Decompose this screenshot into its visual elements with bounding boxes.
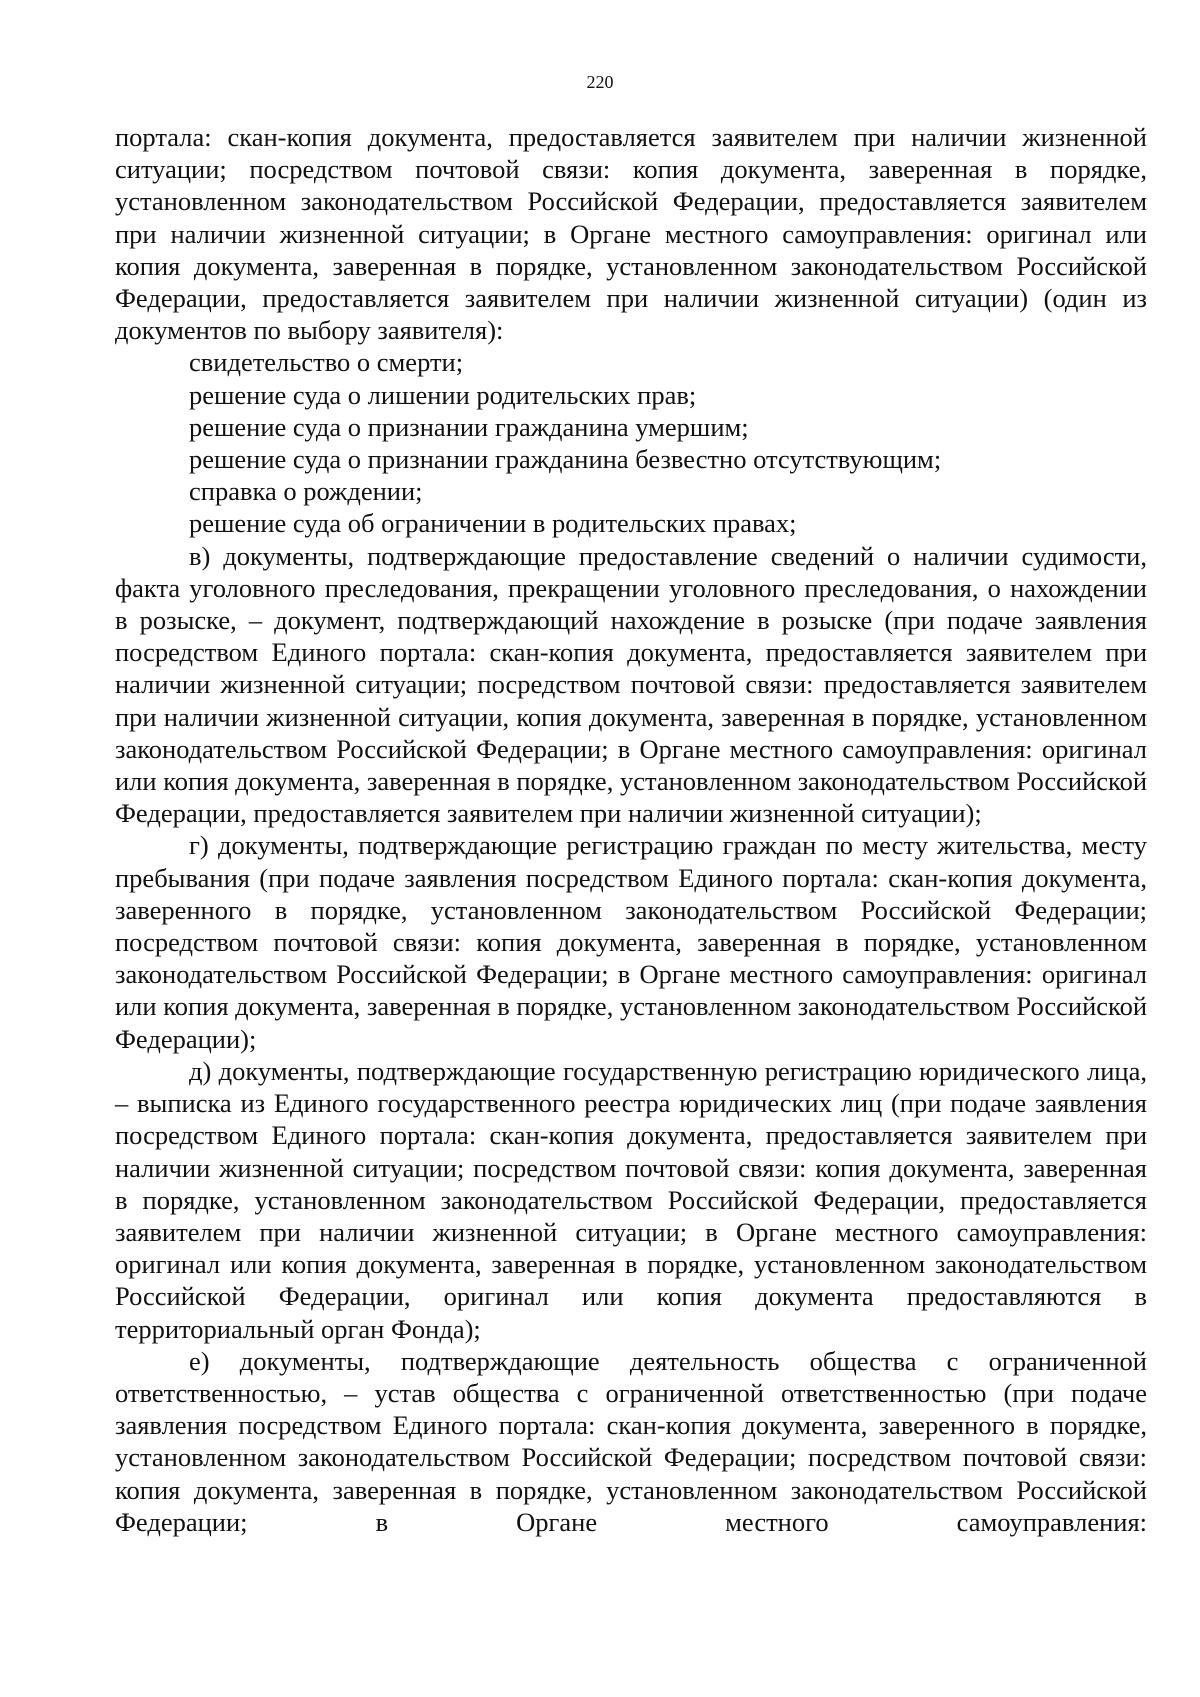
paragraph-e: е) документы, подтверждающие деятельность общества с ограниченной ответственностью, – устав общества с ограниченной ответственностью (при подаче заявления посредством Единого портала: скан-копия документа, заверенного в порядке, установленном законодательством Российской Федерации; посредством почтовой связи: копия документа, заверенная в порядке, установленном законодательством Российской Федерации; в Органе местного самоуправления:	[115, 1345, 1147, 1537]
paragraph-v: в) документы, подтверждающие предоставление сведений о наличии судимости, факта уголовного преследования, прекращении уголовного преследования, о нахождении в розыске, – документ, подтверждающий нахождение в розыске (при подаче заявления посредством Единого портала: скан-копия документа, предоставляется заявителем при наличии жизненной ситуации; посредством почтовой связи: предоставляется заявителем при наличии жизненной ситуации, копия документа, заверенная в порядке, установленном законодательством Российской Федерации; в Органе местного самоуправления: оригинал или копия документа, заверенная в порядке, установленном законодательством Российской Федерации, предоставляется заявителем при наличии жизненной ситуации);	[115, 540, 1148, 829]
list-item-death-certificate: свидетельство о смерти;	[189, 347, 464, 378]
paragraph-g: г) документы, подтверждающие регистрацию граждан по месту жительства, месту пребывания (при подаче заявления посредством Единого портала: скан-копия документа, заверенного в порядке, установленном законодательством Российской Федерации; посредством почтовой связи: копия документа, заверенная в порядке, установленном законодательством Российской Федерации; в Органе местного самоуправления: оригинал или копия документа, заверенная в порядке, установленном законодательством Российской Федерации);	[115, 830, 1148, 1054]
page-number: 220	[586, 72, 614, 92]
list-item-restriction-parental-rights: решение суда об ограничении в родительских правах;	[189, 508, 797, 539]
list-item-deprivation-parental-rights: решение суда о лишении родительских прав;	[189, 379, 697, 410]
list-item-declared-dead: решение суда о признании гражданина умершим;	[189, 411, 749, 442]
document-body	[115, 121, 1147, 1538]
paragraph-d: д) документы, подтверждающие государственную регистрацию юридического лица, – выписка из Единого государственного реестра юридических лиц (при подаче заявления посредством Единого портала: скан-копия документа, предоставляется заявителем при наличии жизненной ситуации; посредством почтовой связи: копия документа, заверенная в порядке, установленном законодательством Российской Федерации, предоставляется заявителем при наличии жизненной ситуации; в Органе местного самоуправления: оригинал или копия документа, заверенная в порядке, установленном законодательством Российской Федерации, оригинал или копия документа предоставляются в территориальный орган Фонда);	[115, 1055, 1147, 1344]
list-item-declared-missing: решение суда о признании гражданина безвестно отсутствующим;	[189, 444, 942, 475]
intro-paragraph: портала: скан-копия документа, предоставляется заявителем при наличии жизненной ситуации; посредством почтовой связи: копия документа, заверенная в порядке, установленном законодательством Российской Федерации, предоставляется заявителем при наличии жизненной ситуации; в Органе местного самоуправления: оригинал или копия документа, заверенная в порядке, установленном законодательством Российской Федерации, предоставляется заявителем при наличии жизненной ситуации) (один из документов по выбору заявителя):	[115, 122, 1147, 346]
list-item-birth-certificate: справка о рождении;	[189, 476, 423, 507]
